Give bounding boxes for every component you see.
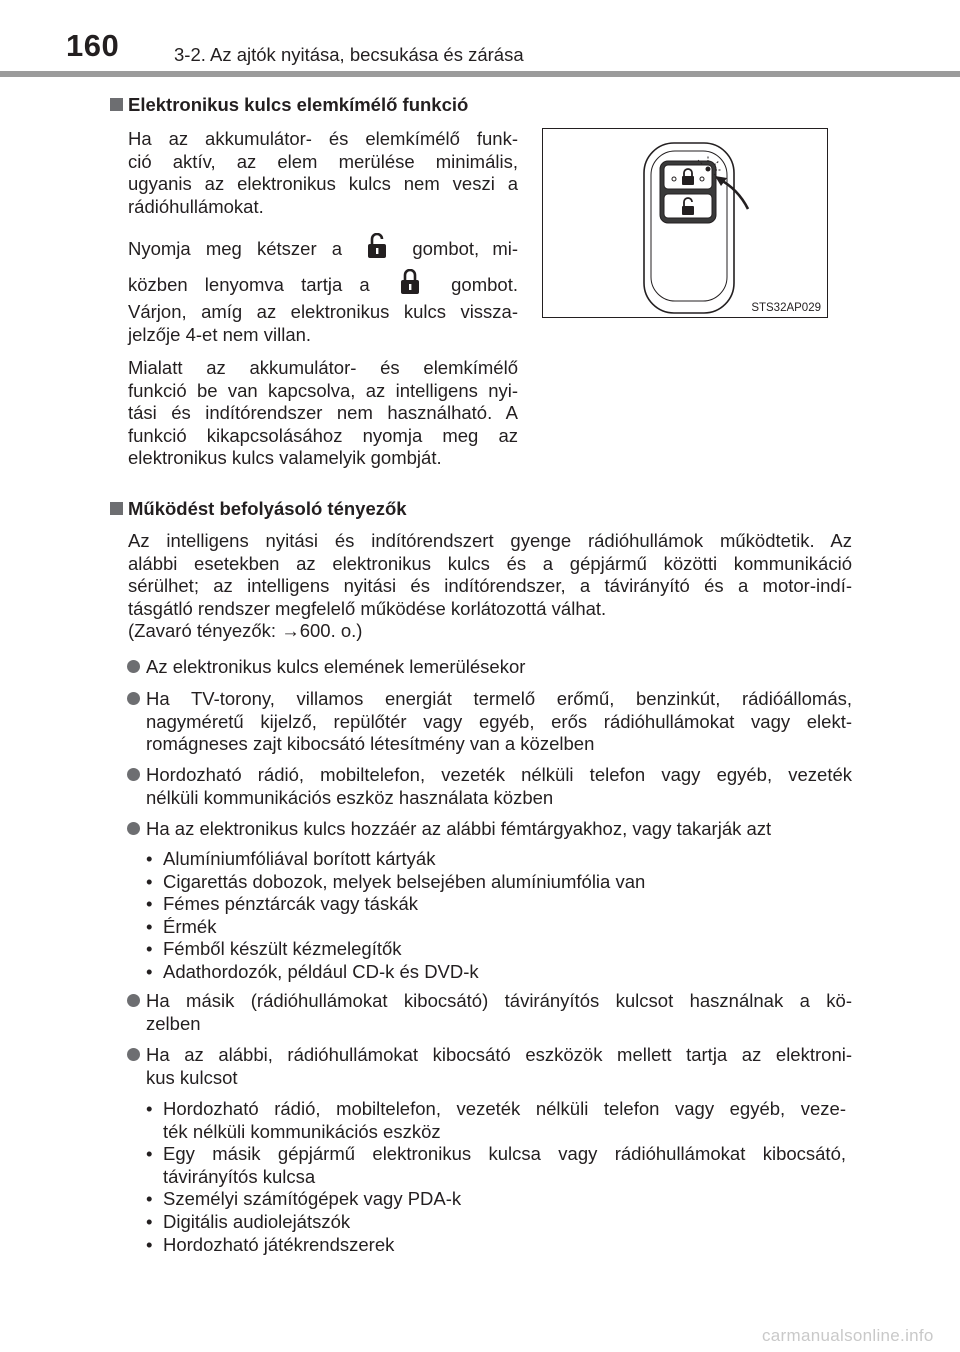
battery-saver-instructions: [128, 234, 518, 346]
section-heading-factors: [110, 498, 407, 520]
text-line: zelben: [146, 1012, 201, 1034]
text-line: Hordozható rádió, mobiltelefon, vezeték nélküli telefon vagy egyéb, vezeték: [146, 764, 852, 785]
sub-list-item: • Hordozható játékrendszerek: [146, 1234, 846, 1257]
text-line: Mialatt az akkumulátor- és elemkímélő: [128, 357, 518, 378]
sub-list-item: • Adathordozók, például CD-k és DVD-k: [146, 961, 852, 984]
text-line: ték nélküli kommunikációs eszköz: [163, 1120, 441, 1142]
unlock-icon: [367, 233, 387, 265]
section-title: Működést befolyásoló tényezők: [128, 498, 407, 519]
text-fragment: gombot, mi-: [412, 237, 518, 259]
sub-list-item: • Digitális audiolejátszók: [146, 1211, 846, 1234]
list-item: [146, 656, 852, 679]
text-line: ció aktív, az elem merülése minimális,: [128, 150, 518, 172]
sub-list-item: • Érmék: [146, 916, 852, 939]
text-line: Az intelligens nyitási és indítórendszert gyenge rádióhullámok működtetik. Az: [128, 530, 852, 551]
key-illustration: [542, 128, 828, 318]
text-fragment: gombot.: [451, 273, 518, 295]
text-line: nagyméretű kijelző, repülőtér vagy egyéb, erős rádióhullámokat vagy elekt-: [146, 710, 852, 732]
section-title: Elektronikus kulcs elemkímélő funkció: [128, 94, 469, 115]
text-line: sérülhet; az intelligens nyitási és indítórendszer, a távirányító és a motor-indí-: [128, 575, 852, 597]
radio-devices-list: [146, 1098, 846, 1256]
text-line: tásgátló rendszer megfelelő működése korlátozottá válhat.: [128, 597, 607, 619]
section-heading-battery-saver: [110, 94, 468, 116]
page-number: 160: [66, 28, 120, 63]
lock-icon: [400, 269, 420, 301]
battery-saver-intro: [128, 128, 518, 218]
electronic-key-icon: [543, 129, 826, 316]
text-line: ugyanis az elektronikus kulcs nem veszi a: [128, 173, 518, 195]
header-rule: [0, 71, 960, 77]
text-line: alábbi esetekben az elektronikus kulcs és a gépjármű közötti kommunikáció: [128, 552, 852, 574]
text-line: Ha másik (rádióhullámokat kibocsátó) távirányítós kulcsot használnak a kö-: [146, 990, 852, 1011]
text-fragment: Nyomja meg kétszer a: [128, 237, 343, 259]
heading-square-icon: [110, 98, 123, 111]
list-item: [146, 688, 852, 756]
sub-list-item: • Fémből készült kézmelegítők: [146, 938, 852, 961]
text-line: Várjon, amíg az elektronikus kulcs vissza-: [128, 301, 518, 322]
text-line: jelzője 4-et nem villan.: [128, 323, 312, 345]
list-item: [146, 990, 852, 1035]
figure-code: STS32AP029: [751, 302, 821, 314]
text-line: rádióhullámokat.: [128, 195, 264, 217]
bullet-icon: [127, 822, 140, 835]
sub-list-item: • Alumíniumfóliával borított kártyák: [146, 848, 852, 871]
sub-list-item: [146, 1143, 846, 1188]
text-line: funkció be van kapcsolva, az intelligens nyi-: [128, 379, 518, 401]
sub-list-item: • Személyi számítógépek vagy PDA-k: [146, 1188, 846, 1211]
text-line: nélküli kommunikációs eszköz használata közben: [146, 786, 554, 808]
instruction-line-1: [128, 234, 518, 264]
text-line: • Hordozható rádió, mobiltelefon, vezeték nélküli telefon vagy egyéb, veze-: [163, 1098, 846, 1119]
list-item: [146, 764, 852, 809]
text-line: Ha az alábbi, rádióhullámokat kibocsátó eszközök mellett tartja az elektroni-: [146, 1044, 852, 1065]
text-line: kus kulcsot: [146, 1066, 238, 1088]
text-line: • Egy másik gépjármű elektronikus kulcsa vagy rádióhullámokat kibocsátó,: [163, 1143, 846, 1165]
instruction-line-2: [128, 270, 518, 300]
text-line: Az elektronikus kulcs elemének lemerülésekor: [146, 656, 526, 677]
text-line: Ha az akkumulátor- és elemkímélő funk-: [128, 128, 518, 149]
bullet-icon: [127, 768, 140, 781]
text-line: romágneses zajt kibocsátó létesítmény van a közelben: [146, 733, 595, 755]
sub-list-item: • Cigarettás dobozok, melyek belsejében alumíniumfólia van: [146, 871, 852, 894]
bullet-icon: [127, 692, 140, 705]
text-line: távirányítós kulcsa: [163, 1165, 316, 1187]
text-line: elektronikus kulcs valamelyik gombját.: [128, 447, 442, 469]
metal-objects-list: [146, 848, 852, 984]
bullet-icon: [127, 994, 140, 1007]
bullet-icon: [127, 660, 140, 673]
heading-square-icon: [110, 502, 123, 515]
list-item: [146, 1044, 852, 1089]
bullet-icon: [127, 1048, 140, 1061]
watermark-link[interactable]: carmanualsonline.info: [762, 1326, 934, 1345]
chapter-title: 3-2. Az ajtók nyitása, becsukása és zárása: [174, 44, 524, 65]
sub-list-item: • Fémes pénztárcák vagy táskák: [146, 893, 852, 916]
sub-list-item: [146, 1098, 846, 1143]
text-line: (Zavaró tényezők: →600. o.): [128, 620, 363, 642]
text-line: tási és indítórendszer nem használható. A: [128, 402, 518, 424]
text-line: Ha az elektronikus kulcs hozzáér az alábbi fémtárgyakhoz, vagy takarják azt: [146, 818, 772, 839]
text-fragment: közben lenyomva tartja a: [128, 273, 370, 295]
list-item: [146, 818, 852, 841]
text-line: Ha TV-torony, villamos energiát termelő erőmű, benzinkút, rádióállomás,: [146, 688, 852, 709]
factors-intro: [128, 530, 852, 643]
battery-saver-note: [128, 357, 518, 470]
text-line: funkció kikapcsolásához nyomja meg az: [128, 424, 518, 446]
